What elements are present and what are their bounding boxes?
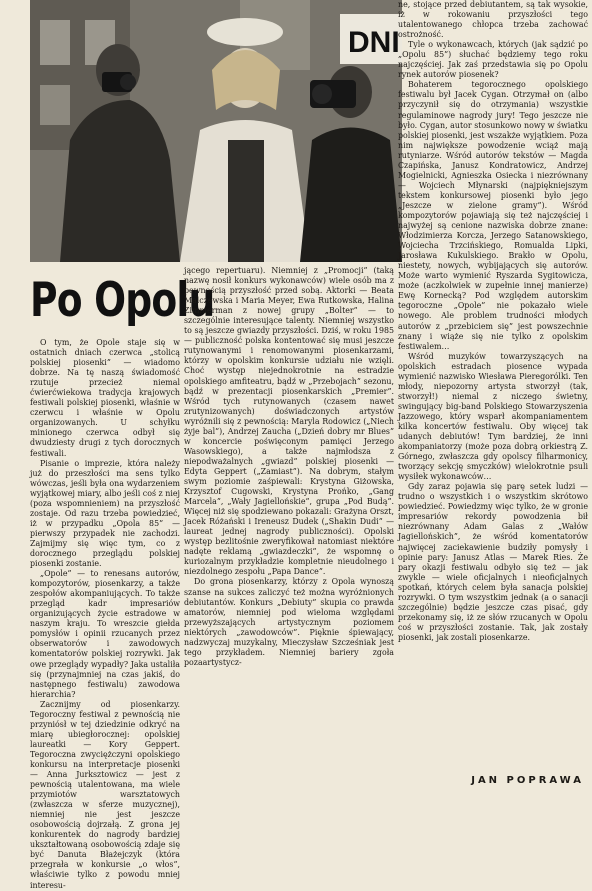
paragraph: Pisanie o imprezie, która należy już do przeszłości ma sens tylko wówczas, jeśli była ona wydarzeniem wyjątkowej miary, albo jeśli coś z niej (poza wspomnieniem) na przyszłość zostaje. Od razu trzeba powiedzieć, iż w przypadku „Opola 85” — pierwszy przypadek nie zachodzi. Zajmijmy się więc tym, co z dorocznego przeglądu polskiej piosenki zostanie. (30, 458, 180, 569)
paragraph: „Opole” — to renesans autorów, kompozytorów, piosenkarzy, a także zespołów akompaniujących. To także przegląd kadr impresariów organizujących życie estradowe w naszym kraju. To wreszcie giełda pomysłów i opinii rzucanych przez obserwatorów i zawodowych komentatorów polskiej rozrywki. Jak owe przeglądy wypadły? Jaka ustaliła się (przynajmniej na czas jakiś, do następnego festiwalu) zawodowa hierarchia? (30, 569, 180, 699)
sign-text: DNI (348, 26, 400, 59)
paragraph: Zacznijmy od piosenkarzy. Tegoroczny festiwal z pewnością nie przyniósł w tej dziedzinie odkryć na miarę ubiegłorocznej: opolskiej laureatki — Kory Geppert. Tegoroczna zwyciężczyni opolskiego konkursu na interpretacje piosenki — Anna Jurksztowicz — jest z pewnością utalentowana, ma wiele przymiotów warsztatowych (zwłaszcza w sferze muzycznej), niemniej nie jest jeszcze osobowością dojrzałą. Z grona jej konkurentek do nagrody bardziej ukształtowaną osobowością zdaje się być Danuta Błażejczyk (która przegrała w konkursie „o włos”, właściwie tylko z powodu mniej interesu- (30, 699, 180, 890)
festival-photo-illustration (30, 0, 402, 262)
festival-photo (30, 0, 402, 262)
paragraph: Do grona piosenkarzy, którzy z Opola wynoszą szanse na sukces zaliczyć też można wyróżnionych debiutantów. Konkurs „Debiuty” skupia co prawda amatorów, niemniej pod wieloma względami przewyższających artystycznym poziomem niektórych „zawodowców”. Pięknie śpiewający, nadzwyczaj muzykalny, Mieczysław Szcześniak jest tego przykładem. Niemniej bariery zgoła pozaartystycz- (184, 577, 394, 667)
paragraph: Wśród muzyków towarzyszących na opolskich estradach piosence wypada wymienić nazwisko Wiesława Pieregorólki. Ten młody, niepozorny artysta stworzył (tak, stworzył!) niemal z niczego świetny, swingujący big-band Polskiego Stowarzyszenia Jazzowego, który wsparł akompaniamentem kilka koncertów festiwalu. Oby więcej tak udanych debiutów! Tym bardziej, że inni akompaniatorzy (może poza dobrą orkiestrą Z. Górnego, zwłaszcza gdy opolscy filharmonicy, tworzący sekcję smyczków) wielokrotnie psuli wysiłek wykonawców… (398, 351, 588, 482)
author-byline: JAN POPRAWA (471, 775, 584, 786)
headline: Po Opolu (30, 273, 215, 328)
column-1 (30, 338, 180, 890)
paragraph: Gdy zaraz pojawia się parę setek ludzi — trudno o wszystkich i o wszystkim skrótowo powiedzieć. Powiedzmy więc tylko, że w gronie impresariów rekordy powodzenia bił niezrównany Adam Galas z „Wałów Jagiellońskich”, że wśród komentatorów najwięcej zaciekawienie budziły pomysły i opinie pary: Janusz Atlas — Marek Ries. Że pary okazji festiwalu odbyło się też — jak zwykle — wiele oficjalnych i nieoficjalnych spotkań, których celem była sanacja polskiej rozrywki. O tym wszystkim jednak (a o sanacji szczególnie) będzie jeszcze czas pisać, gdy przekonamy się, iż ze słów rzucanych w Opolu coś w przyszłości zostanie. Tak, jak zostały piosenki, jak zostali piosenkarze. (398, 482, 588, 642)
paragraph: O tym, że Opole staje się w ostatnich dniach czerwca „stolicą polskiej piosenki” — wiadomo dobrze. Na tę naszą świadomość rzutuje przecież niemal ćwierćwiekowa tradycja krajowych festiwali polskiej piosenki, właśnie w czerwcu i właśnie w Opolu organizowanych. U schyłku minionego czerwca odbył się dwudziesty drugi z tych dorocznych festiwali. (30, 338, 180, 458)
paragraph: jącego repertuaru). Niemniej z „Promocji” (taką nazwę nosił konkurs wykonawców) wiele osób ma z pewnością przyszłość przed sobą. Aktorki — Beata Malczewska i Maria Meyer, Ewa Rutkowska, Halina Zimmerman z nowej grupy „Bolter” — to szczególnie interesujące talenty. Niemniej wszystko to są jeszcze gwiazdy przyszłości. Dziś, w roku 1985 — publiczność polska kontentować się musi jeszcze rutynowanymi i renomowanymi piosenkarzami, którzy w opolskim konkursie udziału nie wzięli. Choć występ niejednokrotnie na estradzie opolskiego amfiteatru, bądź w „Przebojach” sezonu, bądź w prezentacji piosenkarskich „Premier”. Wśród tych rutynowanych (czasem nawet zrutynizowanych) doświadczonych artystów wyróżnili się z pewnością: Maryla Rodowicz („Niech żyje bal”), Andrzej Zaucha („Dzień dobry mr Blues” w koncercie poświęconym pamięci Jerzego Wasowskiego), a także najmłodsza z niepodważalnych „gwiazd” polskiej piosenki — Edyta Geppert („Zamiast”). Na dobrym, stałym swym poziomie zaśpiewali: Krystyna Giżowska, Krzysztof Cugowski, Krystyna Prońko, „Gang Marcela”, „Wały Jagiellońskie”, grupa „Pod Budą”. Więcej niż się spodziewano pokazali: Grażyna Orszt, Jacek Różański i Ireneusz Dudek („Shakin Dudi” — laureat jednej nagrody publiczności). Opolski występ bezlitośnie zweryfikował natomiast niektóre nadęte reklamą „gwiazdeczki”, że wspomnę o kuriozalnym przykładzie kompletnie nieudolnego i niezdolnego zespołu „Papa Dance”. (184, 266, 394, 577)
paragraph: ne, stojące przed debiutantem, są tak wysokie, iż w rokowaniu przyszłości tego utalentowanego chłopca trzeba zachować ostrożność. (398, 0, 588, 40)
paragraph: Bohaterem tegorocznego opolskiego festiwalu był Jacek Cygan. Otrzymał on (albo przyczynił się do otrzymania) wszystkie regulaminowe nagrody jury! Tego jeszcze nie było. Cygan, autor stosunkowo nowy w światku polskiej piosenki, jest wszakże wyjątkiem. Poza nim największe powodzenie wciąż mają rutyniarze. Wśród autorów tekstów — Magda Czapińska, Janusz Kondratowicz, Andrzej Mogielnicki, Agnieszka Osiecka i niezrównany — Wojciech Młynarski (najpiękniejszym tekstem konkursowej piosenki było jego „Jeszcze w zielone gramy”). Wśród kompozytorów pojawiają się też najczęściej i najwyżej są cenione nazwiska dobrze znane: Włodzimierza Korcza, Jerzego Satanowskiego, Wojciecha Trzcińskiego, Romualda Lipki, Jarosława Kukulskiego. Brakło w Opolu, niestety, nowych, wybijających się autorów. Może warto wymienić Ryszarda Sygitowicza, może (aczkolwiek w zupełnie innej manierze) Ewę Kornecką? Pod względem autorskim tegoroczne „Opole” nie pokazało wiele nowego. Ale problem trudności młodych autorów z „przebiciem się” jest powszechnie znany i wiąże się nie tylko z opolskim festiwalem… (398, 80, 588, 351)
paragraph: Tyle o wykonawcach, których (jak sądzić po „Opolu 85”) słuchać będziemy tego roku najczęściej. Jak zaś przedstawia się po Opolu rynek autorów piosenek? (398, 40, 588, 80)
column-2 (184, 266, 394, 800)
column-3 (398, 0, 588, 770)
